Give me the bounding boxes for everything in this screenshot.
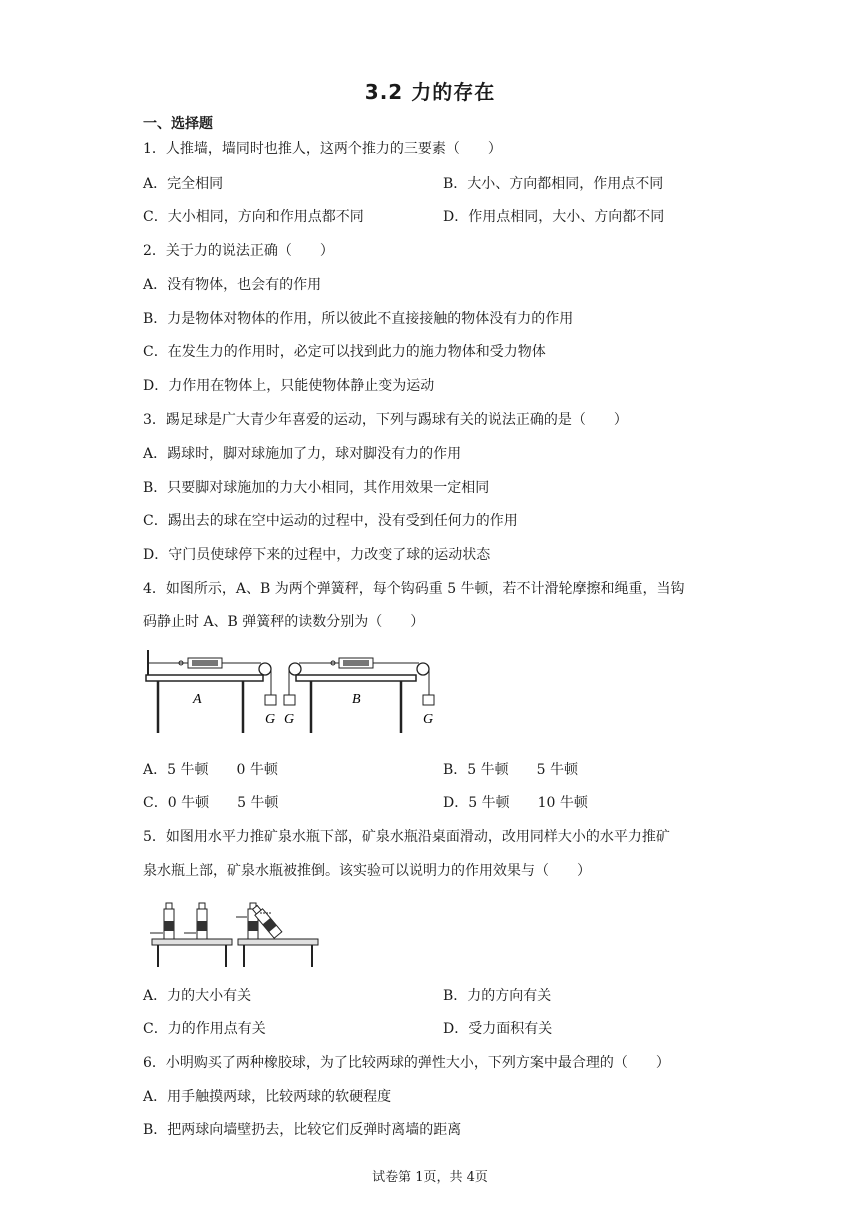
question-1-option-c: C．大小相同，方向和作用点都不同 [143, 209, 364, 225]
question-6-option-b: B．把两球向墙壁扔去，比较它们反弹时离墙的距离 [143, 1122, 462, 1138]
question-4-option-d: D．5 牛顿 10 牛顿 [443, 795, 588, 811]
question-2-option-a: A．没有物体，也会有的作用 [143, 277, 322, 293]
bottle-upright-2 [197, 903, 207, 939]
question-3-option-d: D．守门员使球停下来的过程中，力改变了球的运动状态 [143, 547, 491, 563]
question-3-stem: 3．踢足球是广大青少年喜爱的运动，下列与踢球有关的说法正确的是（ ） [143, 412, 628, 428]
question-1-option-d: D．作用点相同，大小、方向都不同 [443, 209, 665, 225]
question-4-option-b: B．5 牛顿 5 牛顿 [443, 762, 579, 778]
question-6-option-a: A．用手触摸两球，比较两球的软硬程度 [143, 1089, 392, 1105]
question-5-stem-line-2: 泉水瓶上部，矿泉水瓶被推倒。该实验可以说明力的作用效果与（ ） [143, 863, 591, 879]
question-5-option-b: B．力的方向有关 [443, 988, 552, 1004]
question-4-option-a: A．5 牛顿 0 牛顿 [143, 762, 278, 778]
question-5-option-a: A．力的大小有关 [143, 988, 252, 1004]
question-4-option-c: C．0 牛顿 5 牛顿 [143, 795, 279, 811]
question-1-option-b: B．大小、方向都相同，作用点不同 [443, 176, 664, 192]
question-1-option-a: A．完全相同 [143, 176, 224, 192]
question-2-stem: 2．关于力的说法正确（ ） [143, 243, 334, 259]
spring-scale-b [299, 658, 419, 668]
bottle-upright-1 [164, 903, 174, 939]
pulley-a [259, 663, 276, 705]
bottle-push-figure [150, 895, 322, 970]
question-1-stem: 1．人推墙，墙同时也推人，这两个推力的三要素（ ） [143, 141, 502, 157]
label-g-1: G [265, 712, 276, 727]
question-3-option-c: C．踢出去的球在空中运动的过程中，没有受到任何力的作用 [143, 513, 518, 529]
question-2-option-b: B．力是物体对物体的作用，所以彼此不直接接触的物体没有力的作用 [143, 311, 574, 327]
label-b: B [352, 692, 361, 707]
question-5-option-c: C．力的作用点有关 [143, 1021, 266, 1037]
label-g-3: G [423, 712, 434, 727]
question-3-option-b: B．只要脚对球施加的力大小相同，其作用效果一定相同 [143, 480, 490, 496]
spring-scale-a [148, 658, 261, 668]
table-right [238, 939, 318, 967]
section-heading: 一、选择题 [143, 116, 213, 132]
question-2-option-c: C．在发生力的作用时，必定可以找到此力的施力物体和受力物体 [143, 344, 546, 360]
question-5-option-d: D．受力面积有关 [443, 1021, 553, 1037]
question-4-stem-line-2: 码静止时 A、B 弹簧秤的读数分别为（ ） [143, 614, 425, 630]
label-g-2: G [284, 712, 295, 727]
pulley-b-left [284, 663, 301, 705]
question-6-stem: 6．小明购买了两种橡胶球，为了比较两球的弹性大小，下列方案中最合理的（ ） [143, 1055, 670, 1071]
pulley-b-right [417, 663, 434, 705]
question-5-stem-line-1: 5．如图用水平力推矿泉水瓶下部，矿泉水瓶沿桌面滑动，改用同样大小的水平力推矿 [143, 829, 670, 845]
page-footer: 试卷第 1页，共 4页 [372, 1170, 488, 1185]
question-2-option-d: D．力作用在物体上，只能使物体静止变为运动 [143, 378, 435, 394]
question-3-option-a: A．踢球时，脚对球施加了力，球对脚没有力的作用 [143, 446, 462, 462]
question-4-stem-line-1: 4．如图所示，A、B 为两个弹簧秤，每个钩码重 5 牛顿，若不计滑轮摩擦和绳重，当钩 [143, 581, 685, 597]
spring-scale-pulley-figure [143, 645, 443, 735]
label-a: A [193, 692, 202, 707]
page-title: 3.2 力的存在 [364, 80, 496, 104]
table-left [152, 939, 232, 967]
